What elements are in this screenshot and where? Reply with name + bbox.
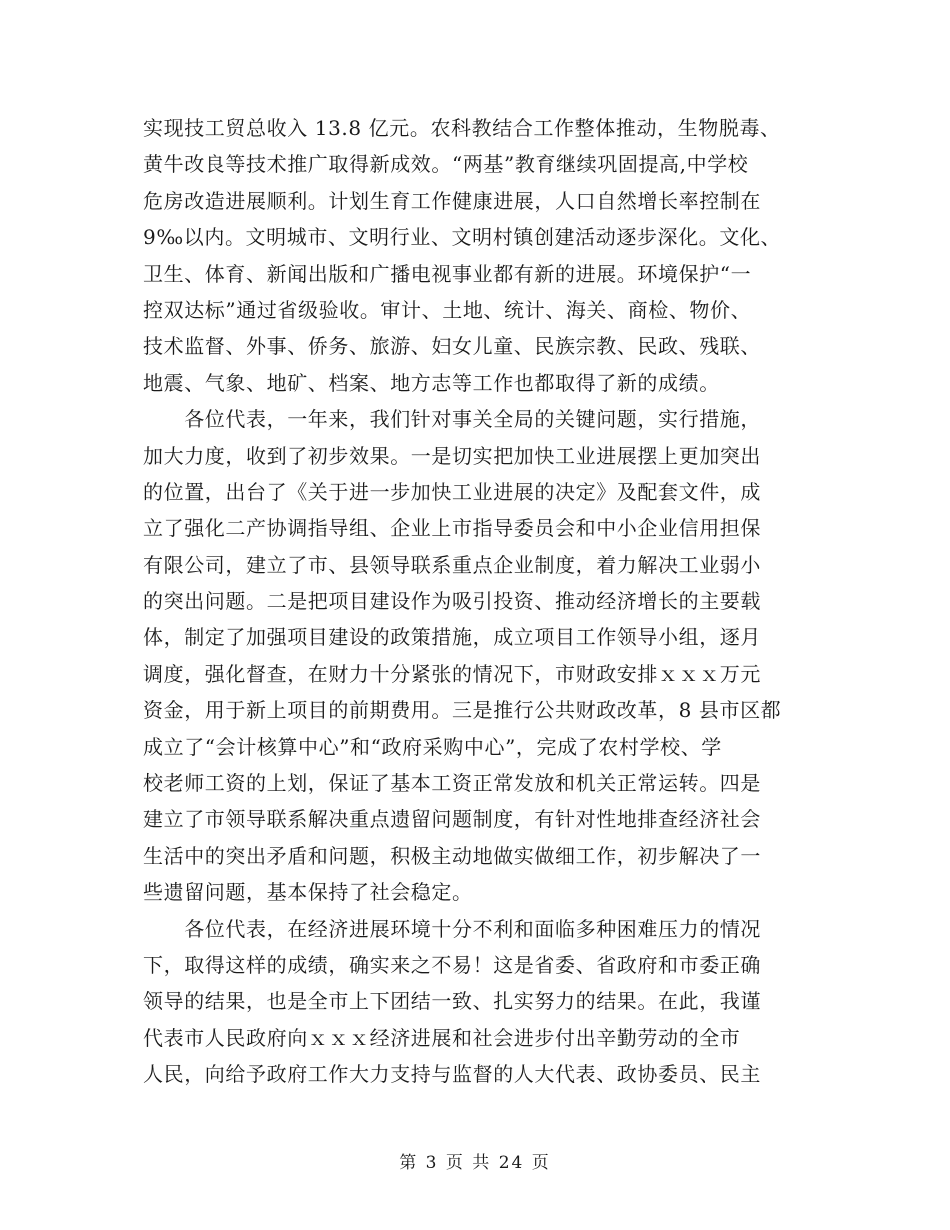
page-number-footer: 第 3 页 共 24 页 xyxy=(399,1153,551,1173)
text-line: 黄牛改良等技术推广取得新成效。“两基”教育继续巩固提高,中学校 xyxy=(143,152,749,177)
text-line: 些遗留问题，基本保持了社会稳定。 xyxy=(143,880,473,905)
text-line: 各位代表，在经济进展环境十分不利和面临多种困难压力的情况 xyxy=(143,916,761,941)
text-line: 成立了“会计核算中心”和“政府采购中心”，完成了农村学校、学 xyxy=(143,734,722,759)
text-line: 实现技工贸总收入 13.8 亿元。农科教结合工作整体推动，生物脱毒、 xyxy=(143,116,781,140)
text-line: 的突出问题。二是把项目建设作为吸引投资、推动经济增长的主要载 xyxy=(143,589,761,614)
text-line: 生活中的突出矛盾和问题，积极主动地做实做细工作，初步解决了一 xyxy=(143,843,761,868)
text-line: 控双达标”通过省级验收。审计、土地、统计、海关、商检、物价、 xyxy=(143,297,752,322)
text-line: 危房改造进展顺利。计划生育工作健康进展，人口自然增长率控制在 xyxy=(143,188,761,213)
text-line: 资金，用于新上项目的前期费用。三是推行公共财政改革，8 县市区都 xyxy=(143,698,782,723)
text-line: 立了强化二产协调指导组、企业上市指导委员会和中小企业信用担保 xyxy=(143,516,761,541)
text-line: 下，取得这样的成绩，确实来之不易！这是省委、省政府和市委正确 xyxy=(143,952,761,977)
text-line: 的位置，出台了《关于进一步加快工业进展的决定》及配套文件，成 xyxy=(143,479,761,504)
text-line: 9‰以内。文明城市、文明行业、文明村镇创建活动逐步深化。文化、 xyxy=(143,225,782,250)
text-line: 调度，强化督查，在财力十分紧张的情况下，市财政安排ｘｘｘ万元 xyxy=(143,661,761,686)
text-line: 卫生、体育、新闻出版和广播电视事业都有新的进展。环境保护“一 xyxy=(143,261,752,286)
text-line: 建立了市领导联系解决重点遗留问题制度，有针对性地排查经济社会 xyxy=(143,807,761,832)
text-line: 人民，向给予政府工作大力支持与监督的人大代表、政协委员、民主 xyxy=(143,1062,761,1087)
text-line: 有限公司，建立了市、县领导联系重点企业制度，着力解决工业弱小 xyxy=(143,552,761,577)
text-line: 加大力度，收到了初步效果。一是切实把加快工业进展摆上更加突出 xyxy=(143,443,761,468)
body-text xyxy=(143,110,823,1093)
text-line: 领导的结果，也是全市上下团结一致、扎实努力的结果。在此，我谨 xyxy=(143,989,761,1014)
text-line: 体，制定了加强项目建设的政策措施，成立项目工作领导小组，逐月 xyxy=(143,625,761,650)
text-line: 校老师工资的上划，保证了基本工资正常发放和机关正常运转。四是 xyxy=(143,771,761,796)
text-line: 技术监督、外事、侨务、旅游、妇女儿童、民族宗教、民政、残联、 xyxy=(143,334,761,359)
text-line: 地震、气象、地矿、档案、地方志等工作也都取得了新的成绩。 xyxy=(143,370,720,395)
text-line: 代表市人民政府向ｘｘｘ经济进展和社会进步付出辛勤劳动的全市 xyxy=(143,1025,741,1050)
text-line: 各位代表，一年来，我们针对事关全局的关键问题，实行措施， xyxy=(143,407,761,432)
